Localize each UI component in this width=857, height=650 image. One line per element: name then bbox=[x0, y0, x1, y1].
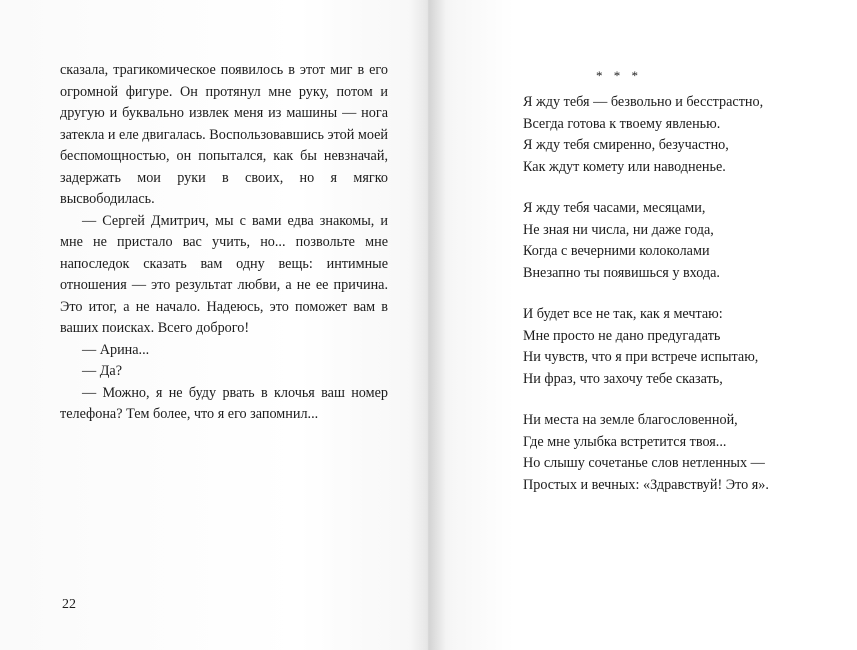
stanza bbox=[523, 198, 823, 284]
poem-line: Я жду тебя часами, месяцами, bbox=[523, 200, 706, 216]
paragraph: — Да? bbox=[82, 363, 123, 379]
poem-line: Ни фраз, что захочу тебе сказать, bbox=[523, 370, 723, 387]
page-number: 22 bbox=[62, 597, 76, 612]
poem-line: Я жду тебя — безвольно и бесстрастно, bbox=[523, 94, 764, 110]
poem-line: Всегда готова к твоему явленью. bbox=[523, 115, 721, 132]
poem bbox=[523, 92, 823, 516]
paragraph: — Можно, я не буду рвать в клочья ваш номер телефона? Тем более, что я его запомнил... bbox=[60, 384, 388, 422]
poem-line: Ни места на земле благословенной, bbox=[523, 412, 738, 428]
stanza bbox=[523, 304, 823, 390]
left-page-text bbox=[60, 60, 388, 426]
book-gutter bbox=[410, 0, 446, 650]
paragraph: — Сергей Дмитрич, мы с вами едва знакомы, и мне не пристало вас учить, но... позвольте мне напоследок сказать вам одну вещь: интимные отношения — это результат любви, а не ее причина. Это итог, а не начало. Надеюсь, это поможет вам в ваших поисках. Всего доброго! bbox=[60, 212, 388, 336]
poem-line: Ни чувств, что я при встрече испытаю, bbox=[523, 349, 759, 365]
poem-line: Внезапно ты появишься у входа. bbox=[523, 264, 720, 281]
poem-line: Как ждут комету или наводненье. bbox=[523, 158, 726, 175]
paragraph: — Арина... bbox=[82, 341, 150, 358]
stanza bbox=[523, 410, 823, 496]
stanza bbox=[523, 92, 823, 178]
poem-line: Простых и вечных: «Здравствуй! Это я». bbox=[523, 476, 769, 493]
poem-line: Но слышу сочетанье слов нетленных — bbox=[523, 455, 765, 471]
poem-line: Где мне улыбка встретится твоя... bbox=[523, 433, 727, 450]
paragraph: сказала, трагикомическое появилось в этот миг в его огромной фигуре. Он протянул мне руку, потом и другую и буквально извлек меня из машины — нога затекла и еле двигалась. Воспользовавшись этой моей беспомощностью, он попытался, как бы невзначай, задержать мои руки в своих, но я мягко высвободилась. bbox=[60, 62, 388, 207]
poem-line: Я жду тебя смиренно, безучастно, bbox=[523, 137, 729, 153]
poem-line: Мне просто не дано предугадать bbox=[523, 327, 721, 344]
poem-line: И будет все не так, как я мечтаю: bbox=[523, 306, 723, 322]
section-separator: * * * bbox=[596, 68, 642, 83]
poem-line: Не зная ни числа, ни даже года, bbox=[523, 221, 714, 238]
poem-line: Когда с вечерними колоколами bbox=[523, 243, 710, 259]
